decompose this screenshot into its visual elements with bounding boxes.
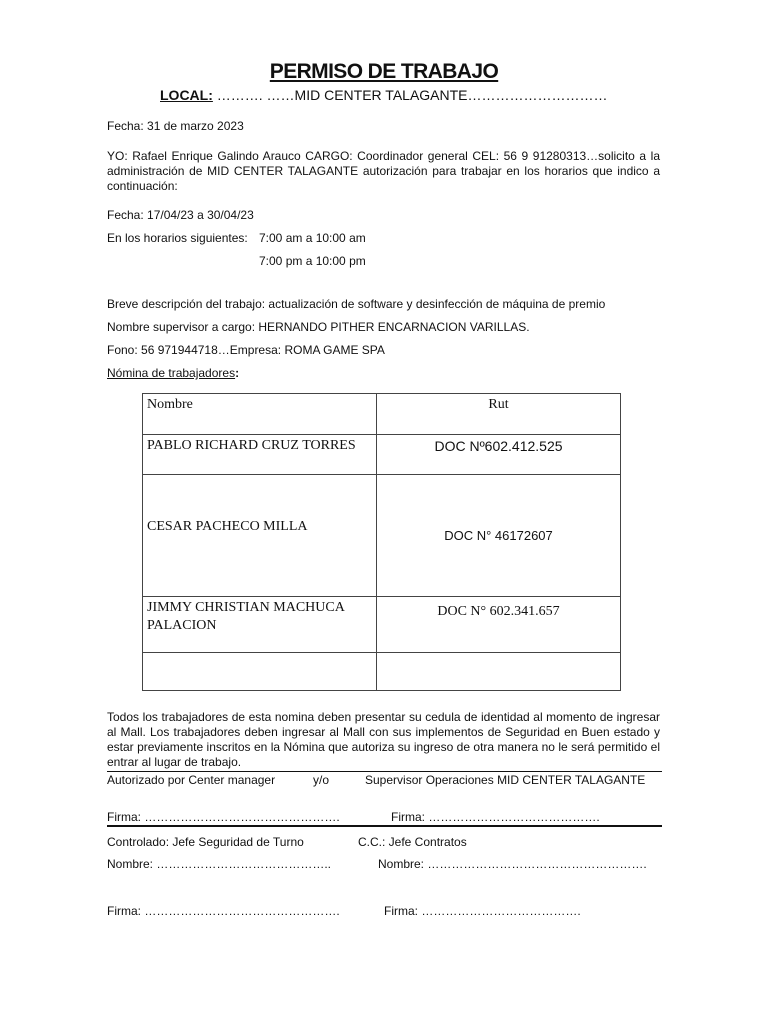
signature-field-4: Firma: …………………………………. xyxy=(384,904,581,918)
request-date: Fecha: 31 de marzo 2023 xyxy=(107,119,244,133)
signature-field-3: Firma: …………………………………………. xyxy=(107,904,340,918)
local-label: LOCAL: xyxy=(160,87,213,103)
schedule-morning: 7:00 am a 10:00 am xyxy=(259,231,366,245)
workers-list-heading xyxy=(107,366,239,381)
table-row xyxy=(143,597,621,653)
table-row xyxy=(143,475,621,597)
worker-rut: DOC N° 46172607 xyxy=(377,475,621,597)
authorized-or: y/o xyxy=(313,773,330,787)
header-rut: Rut xyxy=(377,394,621,435)
divider-line xyxy=(107,771,662,772)
schedule-label: En los horarios siguientes: xyxy=(107,231,248,245)
name-field-2: Nombre: ………………………………………………. xyxy=(378,857,647,871)
schedule-evening: 7:00 pm a 10:00 pm xyxy=(259,254,366,268)
notice-paragraph: Todos los trabajadores de esta nomina deben presentar su cedula de identidad al momento de ingresar al Mall. Los trabajadores deben ingresar al Mall con sus implementos de Seguridad en Buen estado y estar previamente inscritos en la Nómina que autoriza su ingreso de otra manera no le será permitido el entrar al lugar de trabajo. xyxy=(107,710,660,769)
date-range: Fecha: 17/04/23 a 30/04/23 xyxy=(107,208,254,222)
divider-line xyxy=(107,825,662,827)
request-paragraph: YO: Rafael Enrique Galindo Arauco CARGO: Coordinador general CEL: 56 9 91280313…solicito a la administración de MID CENTER TALAGANTE autorización para trabajar en los horarios que indico a continuación: xyxy=(107,149,660,193)
authorized-supervisor: Supervisor Operaciones MID CENTER TALAGANTE xyxy=(365,773,646,787)
signature-field-1: Firma: …………………………………………. xyxy=(107,810,340,824)
workers-list-colon: : xyxy=(235,366,240,380)
worker-name: CESAR PACHECO MILLA xyxy=(143,475,377,597)
work-description: Breve descripción del trabajo: actualización de software y desinfección de máquina de premio xyxy=(107,297,606,311)
workers-table xyxy=(142,393,621,691)
document-title: PERMISO DE TRABAJO xyxy=(269,60,499,83)
worker-rut: DOC Nº602.412.525 xyxy=(377,435,621,475)
supervisor-line: Nombre supervisor a cargo: HERNANDO PITHER ENCARNACION VARILLAS. xyxy=(107,320,530,334)
header-nombre: Nombre xyxy=(143,394,377,435)
worker-name: JIMMY CHRISTIAN MACHUCA PALACION xyxy=(143,597,377,653)
controlled-by: Controlado: Jefe Seguridad de Turno xyxy=(107,835,304,849)
worker-name: PABLO RICHARD CRUZ TORRES xyxy=(143,435,377,475)
authorized-by: Autorizado por Center manager xyxy=(107,773,276,787)
signature-field-2: Firma: ……………………………………. xyxy=(391,810,600,824)
worker-rut xyxy=(377,653,621,691)
local-line xyxy=(160,87,608,103)
name-field-1: Nombre: …………………………………….. xyxy=(107,857,332,871)
local-value: ………. ……MID CENTER TALAGANTE………………………… xyxy=(216,87,608,103)
worker-name xyxy=(143,653,377,691)
workers-list-label: Nómina de trabajadores xyxy=(107,366,236,380)
cc-contracts: C.C.: Jefe Contratos xyxy=(358,835,467,849)
phone-company-line: Fono: 56 971944718…Empresa: ROMA GAME SPA xyxy=(107,343,385,357)
table-row xyxy=(143,653,621,691)
table-header-row xyxy=(143,394,621,435)
worker-rut: DOC N° 602.341.657 xyxy=(377,597,621,653)
table-row xyxy=(143,435,621,475)
